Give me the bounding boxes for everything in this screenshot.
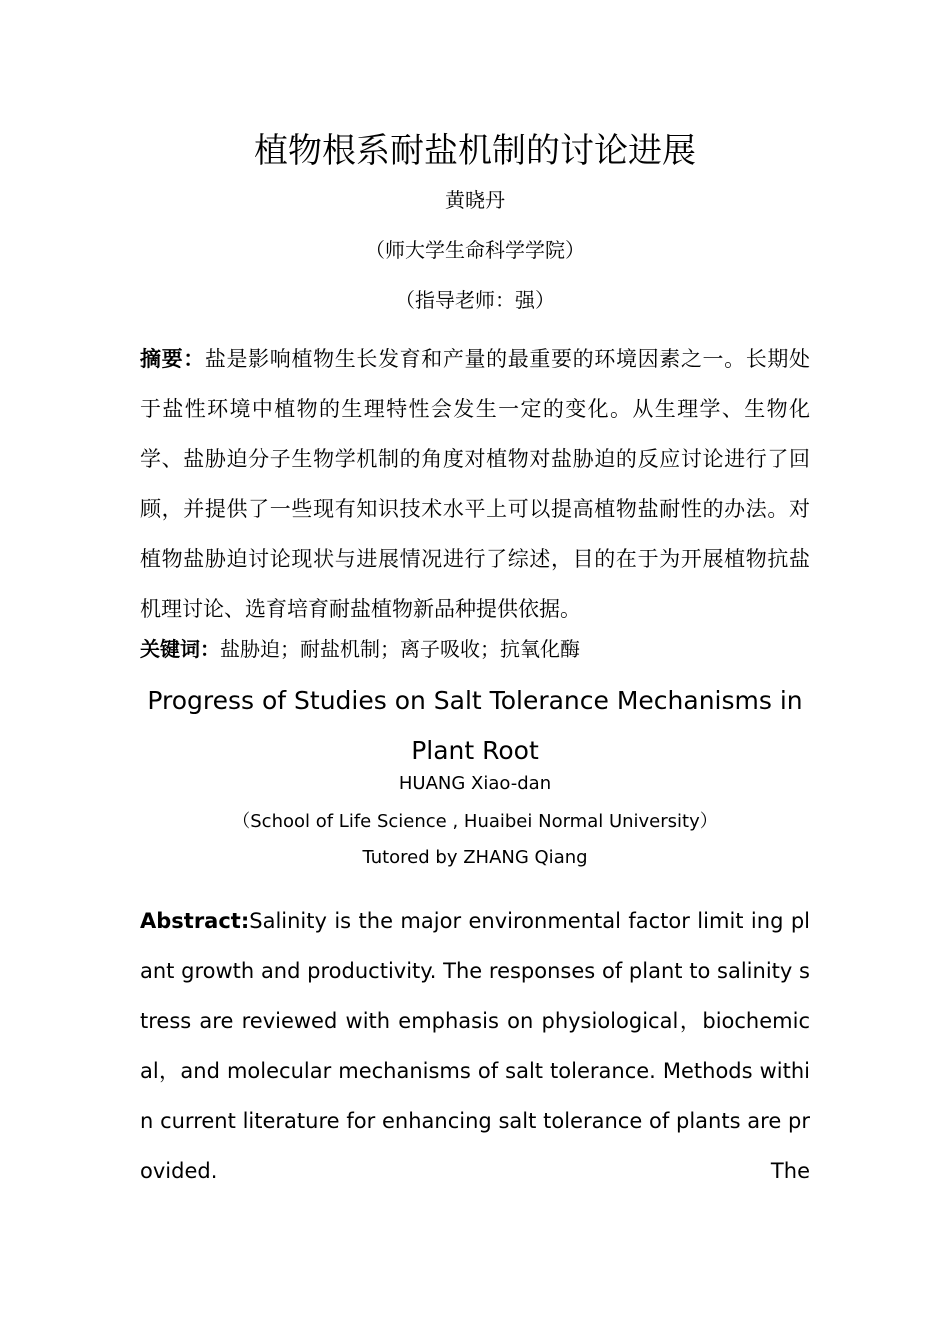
english-author: HUANG Xiao-dan — [398, 773, 552, 794]
english-affiliation: （School of Life Science , Huaibei Normal University） — [232, 811, 718, 832]
chinese-keywords-label: 关键词： — [140, 637, 220, 661]
english-abstract — [140, 896, 810, 1196]
chinese-abstract-text: 盐是影响植物生长发育和产量的最重要的环境因素之一。长期处于盐性环境中植物的生理特性会发生一定的变化。从生理学、生物化学、盐胁迫分子生物学机制的角度对植物对盐胁迫的反应讨论进行了回顾，并提供了一些现有知识技术水平上可以提高植物盐耐性的办法。对植物盐胁迫讨论现状与进展情况进行了综述，目的在于为开展植物抗盐机理讨论、选育培育耐盐植物新品种提供依据。 — [140, 347, 811, 621]
chinese-title: 植物根系耐盐机制的讨论进展 — [254, 131, 696, 171]
english-abstract-label: Abstract: — [140, 909, 250, 933]
chinese-abstract — [140, 334, 810, 634]
chinese-keywords — [140, 634, 810, 664]
chinese-keywords-text: 盐胁迫；耐盐机制；离子吸收；抗氧化酶 — [220, 637, 580, 661]
english-title: Progress of Studies on Salt Tolerance Mechanisms in Plant Root — [147, 686, 803, 765]
chinese-abstract-label: 摘要： — [140, 347, 205, 371]
chinese-affiliation: （师大学生命科学学院） — [365, 238, 585, 262]
english-abstract-text: Salinity is the major environmental factor limit ing plant growth and productivity. The responses of plant to salinity stress are reviewed with emphasis on physiological，biochemical，and molecular mechanisms of salt tolerance. Methods within current literature for enhancing salt tolerance of plants are provided. The — [140, 909, 810, 1183]
chinese-author: 黄晓丹 — [445, 188, 505, 212]
english-tutor: Tutored by ZHANG Qiang — [362, 847, 588, 868]
chinese-tutor: （指导老师：强） — [395, 288, 555, 312]
